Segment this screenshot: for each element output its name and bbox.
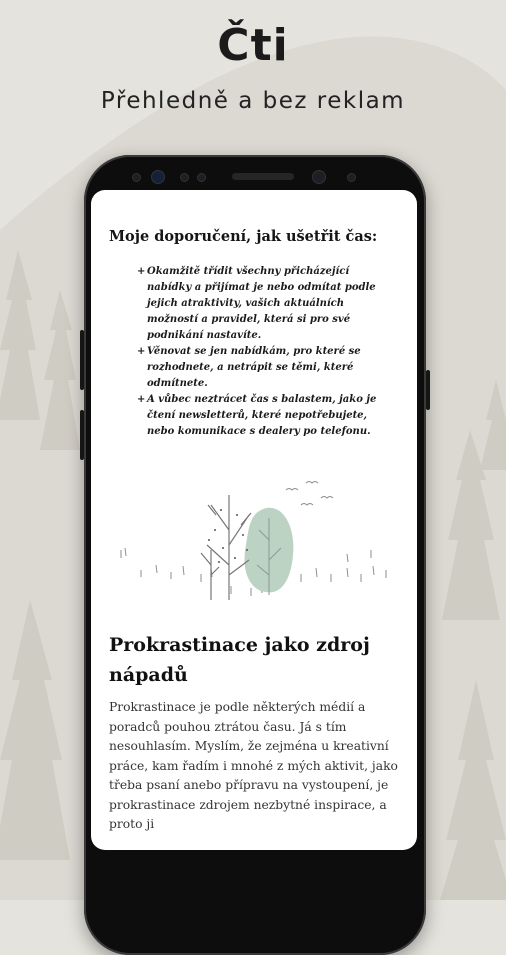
power-button (426, 370, 430, 410)
list-item: + A vůbec neztrácet čas s balastem, jako je čtení newsletterů, které nepotřebujete, nebo komunikace s dealery po telefonu. (137, 392, 377, 440)
page-subtitle: Přehledně a bez reklam (100, 88, 406, 114)
recommendations-heading: Moje doporučení, jak ušetřit čas: (109, 228, 378, 245)
tree-illustration (111, 470, 401, 610)
sensor-icon (197, 173, 206, 182)
front-camera-icon (312, 170, 326, 184)
app-screen[interactable] (91, 190, 417, 850)
section-title: Prokrastinace jako zdroj nápadů (109, 634, 370, 686)
list-item: + Věnovat se jen nabídkám, pro které se rozhodnete, a netrápit se těmi, které odmítnete. (137, 344, 377, 392)
recommendations-list (137, 264, 377, 440)
front-camera-icon (151, 170, 165, 184)
page-title: Čti (217, 20, 289, 71)
earpiece-speaker (232, 173, 294, 180)
sensor-icon (132, 173, 141, 182)
sensor-icon (180, 173, 189, 182)
sensor-icon (347, 173, 356, 182)
list-item: + Okamžitě třídit všechny přicházející nabídky a přijímat je nebo odmítat podle jejich atraktivity, vašich aktuálních možností a pravidel, která si pro své podnikání nastavíte. (137, 264, 377, 344)
article-body-text: Prokrastinace je podle některých médií a poradců pouhou ztrátou času. Já s tím nesouhlasím. Myslím, že zejména u kreativní práce, kam řadím i mnohé z mých aktivit, jako třeba psaní anebo přípravu na vystoupení, je prokrastinace zdrojem nezbytné inspirace, a proto ji (109, 700, 398, 831)
